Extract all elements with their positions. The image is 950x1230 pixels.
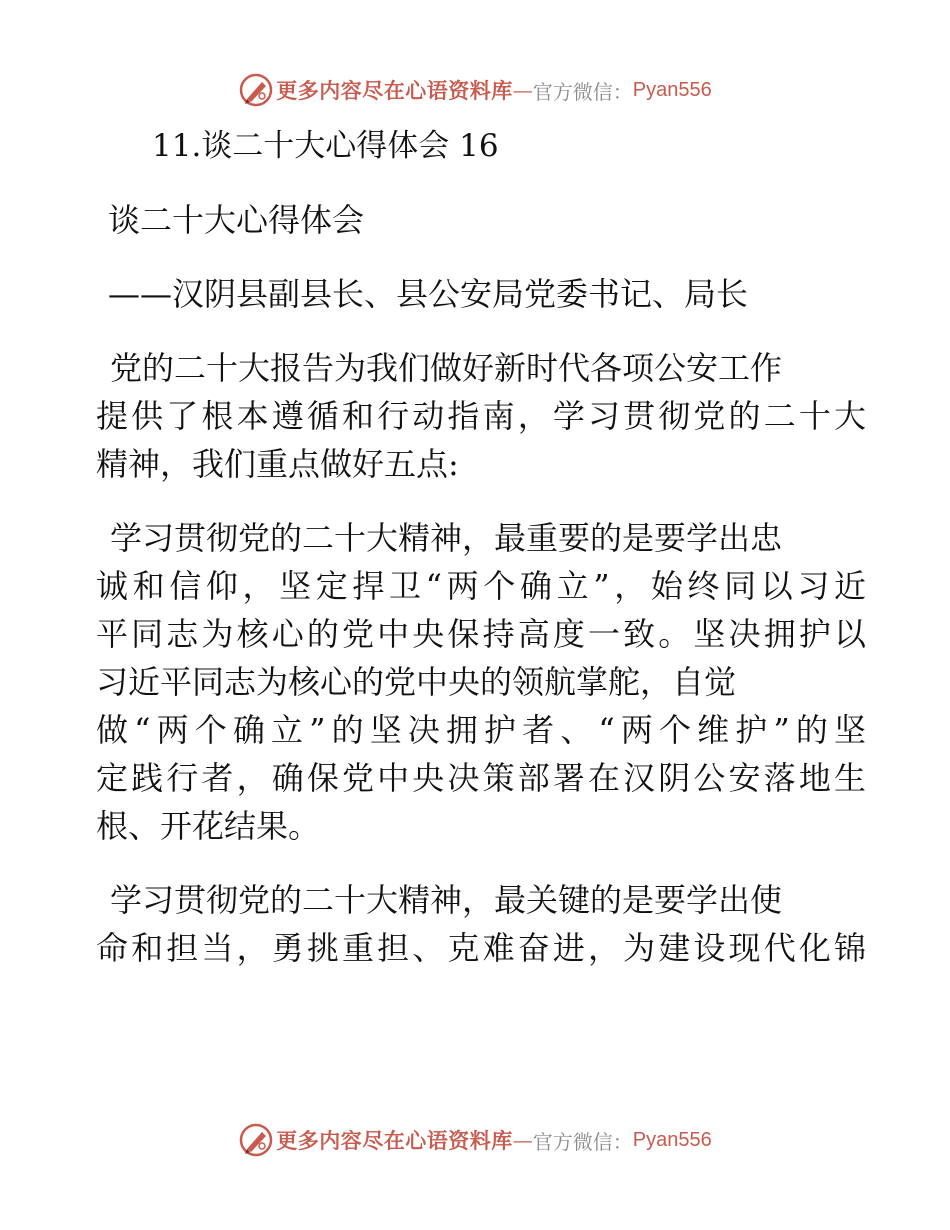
- paragraph-2: [96, 514, 866, 850]
- paragraph-line: 学习贯彻党的二十大精神，最关键的是要学出使: [110, 881, 783, 919]
- watermark-brand: 更多内容尽在心语资料库: [276, 78, 513, 103]
- document-byline: ——汉阴县副县长、县公安局党委书记、局长: [108, 275, 749, 313]
- paragraph-line: 诚和信仰，坚定捍卫“两个确立”，始终同以习近: [96, 567, 866, 605]
- header-watermark: [0, 70, 950, 110]
- paragraph-1: [96, 344, 866, 488]
- document-body: [96, 122, 866, 972]
- watermark-label: 官方微信：: [532, 1129, 633, 1154]
- paragraph-line: 根、开花结果。: [96, 807, 321, 845]
- paragraph-line: 精神，我们重点做好五点:: [96, 445, 459, 483]
- paragraph-line: 平同志为核心的党中央保持高度一致。坚决拥护以: [96, 615, 866, 653]
- document-heading: 11.谈二十大心得体会 16: [152, 128, 499, 164]
- watermark-wechat-id: Pyan556: [632, 78, 712, 101]
- paragraph-line: 命和担当，勇挑重担、克难奋进，为建设现代化锦: [96, 929, 866, 967]
- watermark-label: 官方微信：: [532, 79, 633, 104]
- document-title: 谈二十大心得体会: [108, 201, 365, 239]
- watermark-brand: 更多内容尽在心语资料库: [276, 1128, 513, 1153]
- paragraph-line: 定践行者，确保党中央决策部署在汉阴公安落地生: [96, 759, 866, 797]
- watermark-separator: —: [512, 1128, 533, 1152]
- paragraph-line: 做“两个确立”的坚决拥护者、“两个维护”的坚: [96, 711, 866, 749]
- pen-logo-icon: [238, 72, 274, 108]
- watermark-wechat-id: Pyan556: [632, 1128, 712, 1151]
- pen-logo-icon: [238, 1122, 274, 1158]
- paragraph-line: 习近平同志为核心的党中央的领航掌舵，自觉: [96, 663, 737, 701]
- paragraph-line: 党的二十大报告为我们做好新时代各项公安工作: [110, 349, 783, 387]
- paragraph-line: 提供了根本遵循和行动指南，学习贯彻党的二十大: [96, 397, 866, 435]
- paragraph-line: 学习贯彻党的二十大精神，最重要的是要学出忠: [110, 519, 783, 557]
- footer-watermark: [0, 1120, 950, 1160]
- watermark-separator: —: [512, 78, 533, 102]
- paragraph-3: [96, 876, 866, 972]
